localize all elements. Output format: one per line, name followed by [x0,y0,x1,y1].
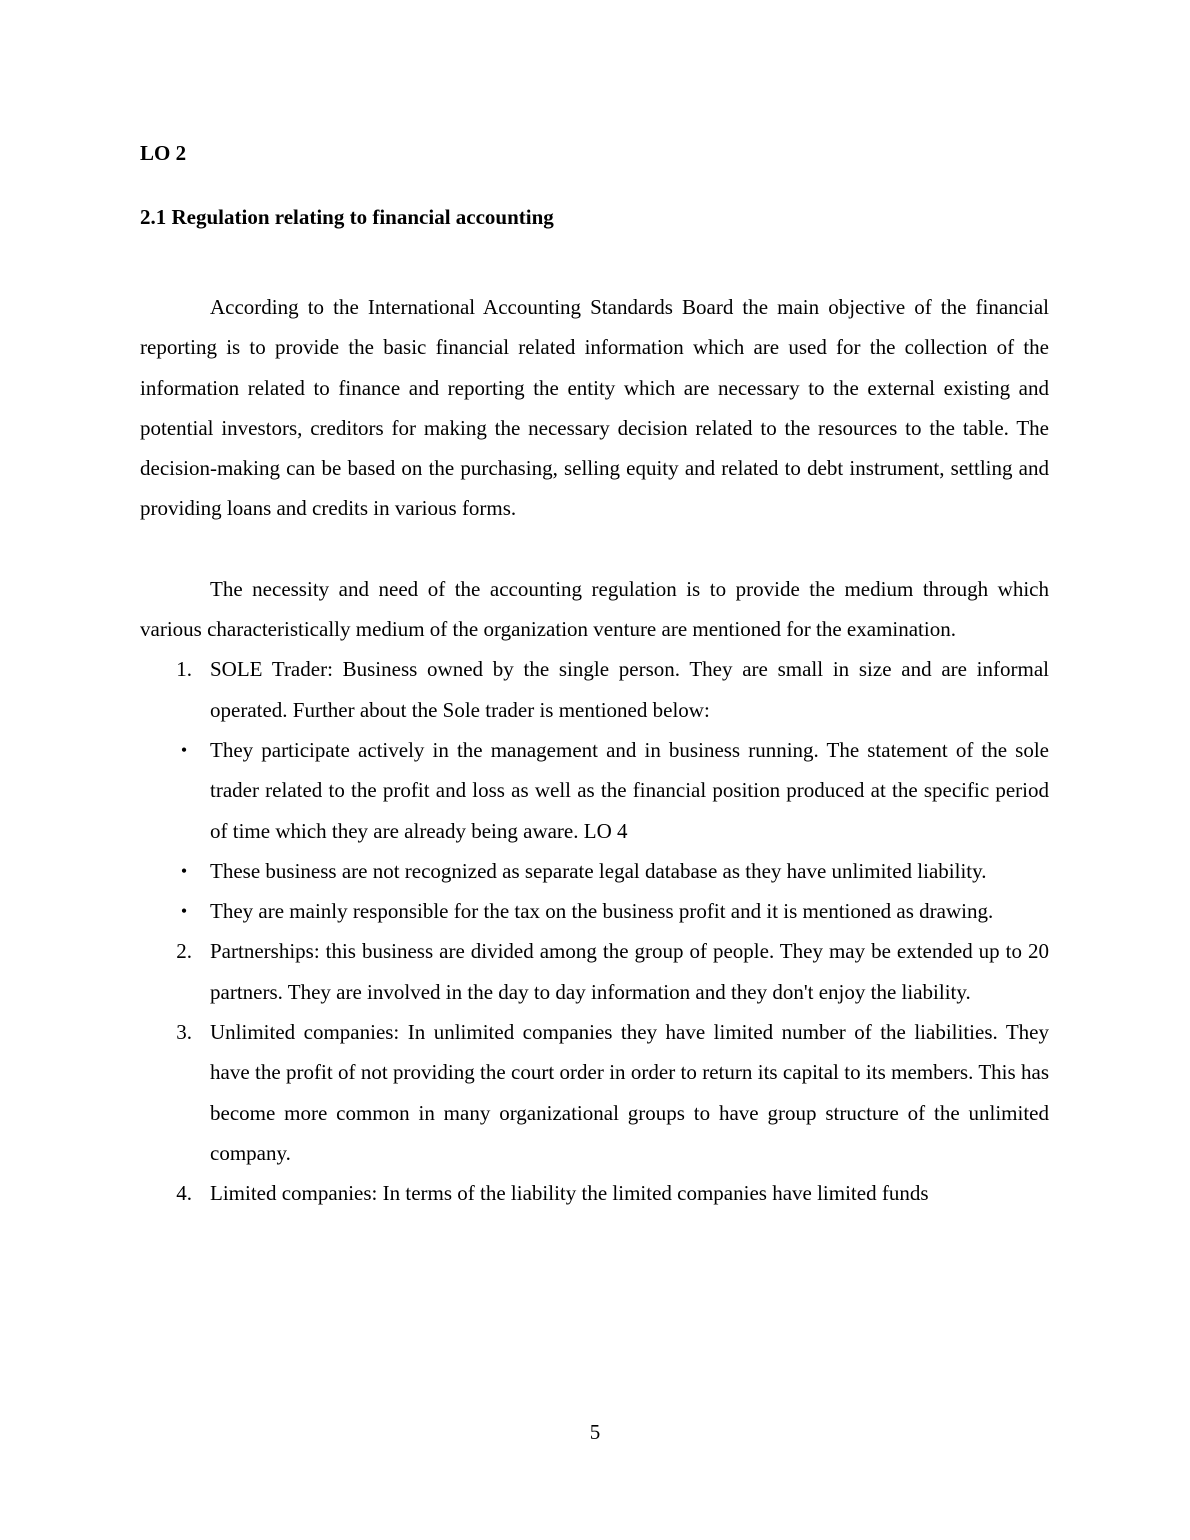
page-content [140,138,1049,1214]
section-heading: 2.1 Regulation relating to financial accounting [140,205,554,229]
list-item-text: They participate actively in the management and in business running. The statement of the sole trader related to the profit and loss as well as the financial position produced at the specific period of time which they are already being aware. LO 4 [210,737,1049,843]
list-item-text: Unlimited companies: In unlimited companies they have limited number of the liabilities. They have the profit of not providing the court order in order to return its capital to its members. This has become more common in many organizational groups to have group structure of the unlimited company. [210,1020,1049,1165]
bullet-icon: • [180,739,188,760]
bullet-icon: • [180,860,188,881]
list-item-unlimited-companies [140,1012,1049,1173]
lo-heading: LO 2 [140,141,187,165]
bullet-icon: • [180,901,188,922]
list-item-text: SOLE Trader: Business owned by the single person. They are small in size and are informal operated. Further about the Sole trader is mentioned below: [210,657,1049,722]
list-item-bullet-tax [140,891,1049,931]
paragraph-objective: According to the International Accounting Standards Board the main objective of the financial reporting is to provide the basic financial related information which are used for the collection of the information related to finance and reporting the entity which are necessary to the external existing and potential investors, creditors for making the necessary decision related to the resources to the table. The decision-making can be based on the purchasing, selling equity and related to debt instrument, settling and providing loans and credits in various forms. [140,295,1049,521]
list-item-bullet-legal [140,851,1049,891]
list-number: 3. [176,1020,192,1045]
list-item-text: Limited companies: In terms of the liability the limited companies have limited funds [210,1181,929,1206]
list-item-limited-companies [140,1173,1049,1213]
page-number: 5 [589,1420,601,1444]
list-number: 1. [176,657,192,682]
list-number: 4. [176,1181,192,1206]
list-item-sole-trader [140,649,1049,730]
paragraph-regulation-need: The necessity and need of the accounting regulation is to provide the medium through which various characteristically medium of the organization venture are mentioned for the examination. [140,576,1049,642]
list-item-text: Partnerships: this business are divided among the group of people. They may be extended up to 20 partners. They are involved in the day to day information and they don't enjoy the liability. [210,939,1049,1004]
list-item-partnerships [140,931,1049,1012]
list-number: 2. [176,939,192,964]
list-item-text: They are mainly responsible for the tax on the business profit and it is mentioned as drawing. [210,899,994,924]
list-item-bullet-participation [140,730,1049,851]
list-item-text: These business are not recognized as separate legal database as they have unlimited liability. [210,858,987,883]
business-types-list [140,649,1049,1213]
